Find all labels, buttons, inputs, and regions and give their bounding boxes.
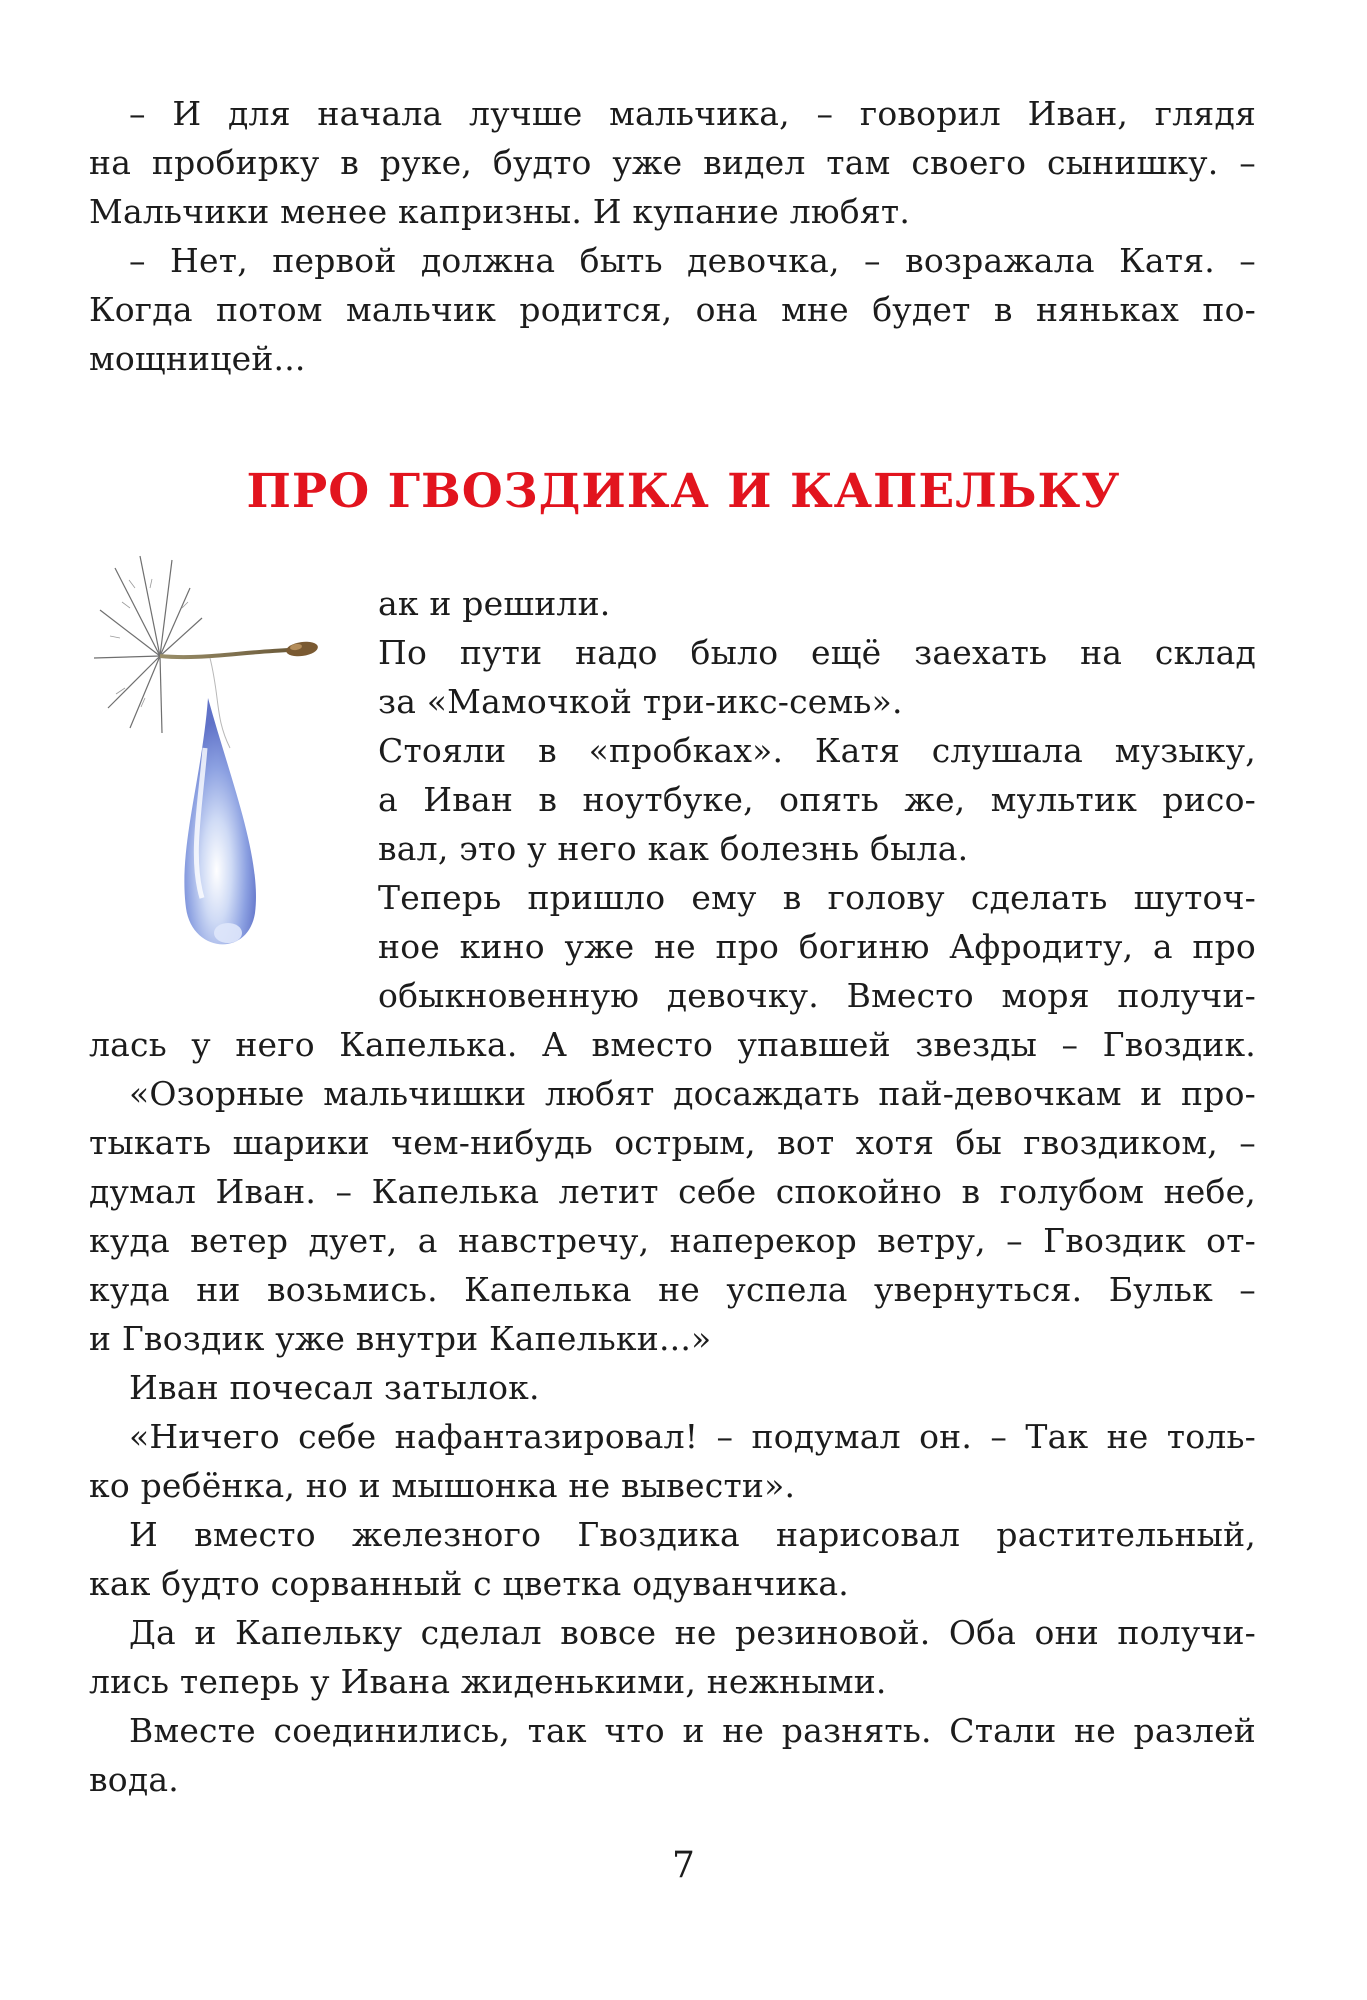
text-line: лись теперь у Ивана жиденькими, нежными. (89, 1662, 887, 1701)
text-line: Иван почесал затылок. (129, 1368, 540, 1407)
dandelion-drop-illustration (90, 548, 390, 968)
page-number: 7 (672, 1845, 695, 1886)
text-line: По пути надо было ещё заехать на склад (378, 633, 1256, 672)
text-line: Вместе соединились, так что и не разнять. Стали не разлей (129, 1711, 1256, 1750)
text-line: мощницей... (89, 339, 306, 378)
text-line: ак и решили. (378, 584, 611, 623)
text-line: И вместо железного Гвоздика нарисовал растительный, (129, 1515, 1256, 1554)
text-line: Мальчики менее капризны. И купание любят. (89, 192, 911, 231)
text-line: вода. (89, 1760, 179, 1799)
text-line: ко ребёнка, но и мышонка не вывести». (89, 1466, 796, 1505)
text-line: Теперь пришло ему в голову сделать шуточ- (378, 878, 1256, 917)
pappus-filaments (94, 556, 202, 733)
text-line: вал, это у него как болезнь была. (378, 829, 969, 868)
text-line: – Нет, первой должна быть девочка, – возражала Катя. – (129, 241, 1256, 280)
text-line: тыкать шарики чем-нибудь острым, вот хотя бы гвоздиком, – (89, 1123, 1256, 1162)
text-line: – И для начала лучше мальчика, – говорил Иван, глядя (129, 94, 1256, 133)
text-line: думал Иван. – Капелька летит себе спокойно в голубом небе, (89, 1172, 1256, 1211)
text-line: за «Мамочкой три-икс-семь». (378, 682, 903, 721)
text-line: куда ни возьмись. Капелька не успела увернуться. Бульк – (89, 1270, 1256, 1309)
text-line: обыкновенную девочку. Вместо моря получи- (378, 976, 1256, 1015)
text-line: лась у него Капелька. А вместо упавшей звезды – Гвоздик. (89, 1025, 1256, 1064)
text-line: Стояли в «пробках». Катя слушала музыку, (378, 731, 1256, 770)
text-line: куда ветер дует, а навстречу, наперекор ветру, – Гвоздик от- (89, 1221, 1256, 1260)
text-line: как будто сорванный с цветка одуванчика. (89, 1564, 849, 1603)
text-line: ное кино уже не про богиню Афродиту, а про (378, 927, 1256, 966)
text-line: на пробирку в руке, будто уже видел там своего сынишку. – (89, 143, 1256, 182)
text-line: «Ничего себе нафантазировал! – подумал он. – Так не толь- (129, 1417, 1256, 1456)
text-line: «Озорные мальчишки любят досаждать пай-девочкам и про- (129, 1074, 1256, 1113)
chapter-title: ПРО ГВОЗДИКА И КАПЕЛЬКУ (246, 464, 1121, 519)
text-line: Когда потом мальчик родится, она мне будет в няньках по- (89, 290, 1256, 329)
text-line: Да и Капельку сделал вовсе не резиновой. Оба они получи- (129, 1613, 1256, 1652)
text-line: и Гвоздик уже внутри Капельки...» (89, 1319, 712, 1358)
text-line: а Иван в ноутбуке, опять же, мультик рисо- (378, 780, 1256, 819)
